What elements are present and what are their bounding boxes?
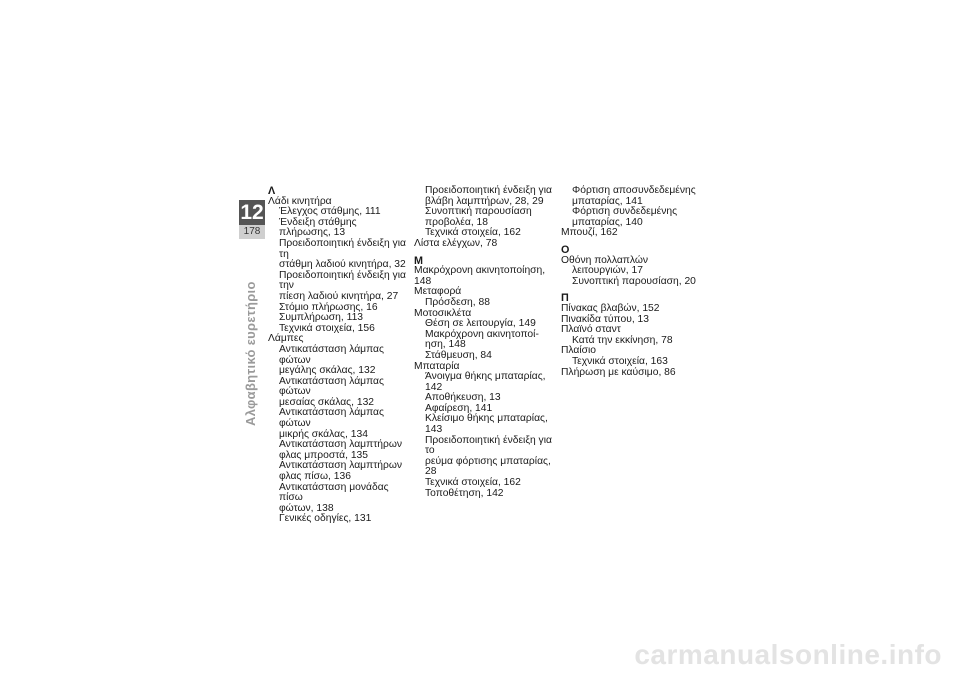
index-subentry: Κλείσιμο θήκης μπαταρίας, 143: [425, 413, 548, 436]
index-subentry: Αντικατάσταση λάμπας φώτων: [279, 343, 384, 366]
index-subentry: Προειδοποιητική ένδειξη για το: [425, 434, 552, 457]
index-subentry: φώτων, 138: [279, 502, 334, 514]
index-letter-heading: Μ: [414, 254, 423, 267]
index-subentry: Τεχνικά στοιχεία, 162: [425, 477, 521, 489]
index-entry: Μακρόχρονη ακινητοποίηση, 148: [414, 265, 546, 287]
index-subentry: Προειδοποιητική ένδειξη για τη: [279, 237, 406, 260]
index-column-3: [561, 186, 703, 378]
index-subentry: μικρής σκάλας, 134: [279, 428, 368, 440]
index-entry: Πλαίσιο: [561, 345, 597, 357]
chapter-number: 12: [240, 201, 264, 224]
index-subentry: στάθμη λαδιού κινητήρα, 32: [279, 259, 406, 271]
index-subentry: Τεχνικά στοιχεία, 163: [572, 355, 668, 367]
index-subentry: Τεχνικά στοιχεία, 162: [425, 227, 521, 239]
index-subentry: βλάβη λαμπτήρων, 28, 29: [425, 195, 544, 207]
index-subentry: Συνοπτική παρουσίαση: [425, 206, 532, 218]
index-subentry: Αντικατάσταση λαμπτήρων: [279, 460, 403, 472]
index-subentry: Προειδοποιητική ένδειξη για την: [279, 269, 406, 292]
index-subentry: Έλεγχος στάθμης, 111: [279, 206, 381, 218]
index-subentry: Πρόσδεση, 88: [425, 296, 490, 308]
index-entry: Οθόνη πολλαπλών: [561, 254, 649, 266]
index-entry: Πλαϊνό σταντ: [561, 324, 621, 336]
index-subentry: Γενικές οδηγίες, 131: [279, 513, 372, 525]
index-subentry: Τοποθέτηση, 142: [425, 487, 504, 499]
index-entry: Πινακίδα τύπου, 13: [561, 313, 649, 325]
index-subentry: προβολέα, 18: [425, 216, 489, 228]
page-number: 178: [239, 225, 265, 239]
index-subentry: Στόμιο πλήρωσης, 16: [279, 301, 378, 313]
index-subentry: Φόρτιση συνδεδεμένης: [572, 206, 678, 218]
index-column-2: [414, 186, 556, 499]
index-subentry: Συμπλήρωση, 113: [279, 312, 364, 324]
index-subentry: ηση, 148: [425, 339, 466, 351]
index-subentry: Φόρτιση αποσυνδεδεμένης: [572, 185, 696, 196]
index-subentry: ρεύμα φόρτισης μπαταρίας, 28: [425, 455, 551, 478]
index-subentry: πίεση λαδιού κινητήρα, 27: [279, 290, 399, 302]
index-letter-heading: Λ: [268, 185, 276, 197]
index-subentry: φλας πίσω, 136: [279, 471, 351, 483]
index-subentry: Θέση σε λειτουργία, 149: [425, 318, 536, 330]
index-entry: Πίνακας βλαβών, 152: [561, 302, 660, 314]
index-subentry: λειτουργιών, 17: [572, 265, 643, 277]
index-entry: Λάμπες: [268, 333, 304, 345]
index-entry: Πλήρωση με καύσιμο, 86: [561, 366, 676, 378]
index-entry: Λίστα ελέγχων, 78: [414, 237, 498, 249]
index-entry: Μεταφορά: [414, 286, 462, 298]
index-subentry: μεγάλης σκάλας, 132: [279, 365, 376, 377]
index-subentry: μπαταρίας, 140: [572, 216, 643, 228]
index-subentry: μπαταρίας, 141: [572, 195, 643, 207]
index-subentry: Αντικατάσταση λάμπας φώτων: [279, 375, 384, 398]
index-subentry: Αφαίρεση, 141: [425, 402, 493, 414]
index-subentry: Κατά την εκκίνηση, 78: [572, 334, 673, 346]
index-letter-heading: Π: [561, 292, 569, 305]
index-subentry: Ένδειξη στάθμης πλήρωσης, 13: [279, 216, 357, 239]
section-title: Αλφαβητικό ευρετήριο: [243, 281, 258, 426]
index-subentry: μεσαίας σκάλας, 132: [279, 396, 375, 408]
index-subentry: Αντικατάσταση λάμπας φώτων: [279, 407, 384, 430]
index-letter-heading: Ο: [561, 243, 570, 256]
index-subentry: Αντικατάσταση μονάδας πίσω: [279, 481, 389, 504]
index-subentry: Αντικατάσταση λαμπτήρων: [279, 439, 403, 451]
index-entry: Λάδι κινητήρα: [268, 195, 332, 207]
index-entry: Μπαταρία: [414, 360, 460, 372]
index-subentry: Προειδοποιητική ένδειξη για: [425, 185, 552, 196]
index-subentry: Μακρόχρονη ακινητοποί-: [425, 328, 539, 340]
index-entry: Μπουζί, 162: [561, 227, 618, 239]
index-subentry: Στάθμευση, 84: [425, 349, 492, 361]
index-column-1: [268, 186, 410, 525]
index-subentry: Αποθήκευση, 13: [425, 392, 501, 404]
index-subentry: φλας μπροστά, 135: [279, 449, 369, 461]
index-entry: Μοτοσικλέτα: [414, 307, 472, 319]
index-subentry: Άνοιγμα θήκης μπαταρίας, 142: [425, 371, 546, 393]
index-subentry: Συνοπτική παρουσίαση, 20: [572, 275, 696, 287]
watermark: carmanualsonline.info: [634, 639, 942, 670]
index-subentry: Τεχνικά στοιχεία, 156: [279, 322, 375, 334]
